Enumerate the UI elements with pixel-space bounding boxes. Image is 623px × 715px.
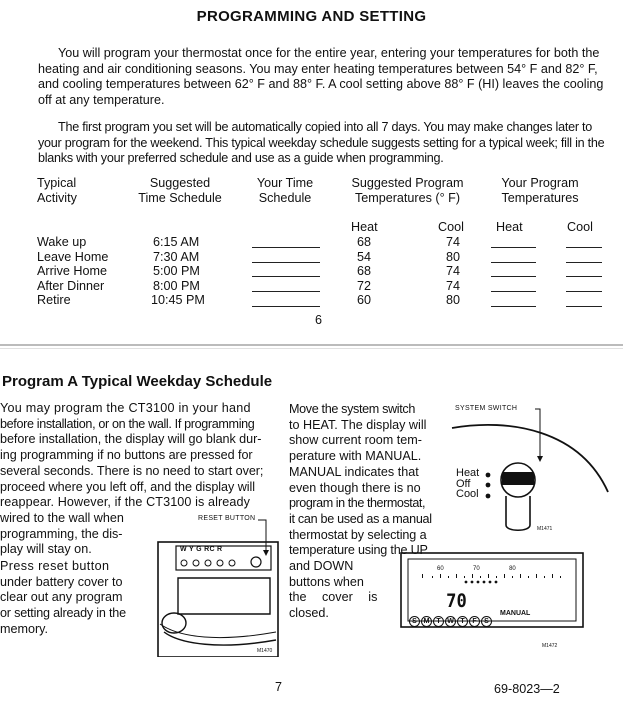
row-cool: 74 <box>446 278 461 293</box>
header-heat: Heat <box>351 220 378 234</box>
header-suggested-program-line2: Temperatures (° F) <box>354 191 461 205</box>
day-buttons <box>409 616 492 627</box>
header-your-time-line1: Your Time <box>256 176 314 190</box>
your-time-blank[interactable] <box>252 266 320 277</box>
row-time: 6:15 AM <box>153 235 200 249</box>
text-line: program in the thermostat, <box>289 496 425 511</box>
scale-label: 70 <box>473 566 480 572</box>
row-activity: Arrive Home <box>37 264 107 279</box>
header-your-heat: Heat <box>496 220 523 234</box>
text-line: Press reset button <box>0 559 110 573</box>
row-heat: 68 <box>357 264 372 279</box>
text-line: ing programming if no buttons are pressed for <box>0 448 253 463</box>
figure-code: M1471 <box>537 526 553 532</box>
text-line: play will stay on. <box>0 542 92 557</box>
your-cool-blank[interactable] <box>566 296 602 307</box>
your-cool-blank[interactable] <box>566 266 602 277</box>
page-number-6: 6 <box>315 313 323 327</box>
row-activity: After Dinner <box>37 278 105 293</box>
day-button[interactable]: M <box>421 616 432 627</box>
day-button[interactable]: T <box>433 616 444 627</box>
header-your-program-line2: Temperatures <box>501 191 579 205</box>
figure-code: M1472 <box>542 643 558 649</box>
row-time: 10:45 PM <box>151 293 205 308</box>
text-line: temperature using the UP <box>289 543 428 558</box>
day-button[interactable]: S <box>481 616 492 627</box>
figure-code: M1470 <box>257 648 273 654</box>
text-line: even though there is no <box>289 480 421 495</box>
row-activity: Leave Home <box>37 249 109 264</box>
switch-options <box>456 468 479 500</box>
page-divider-shadow <box>0 348 623 349</box>
text-line: Move the system switch <box>289 402 415 416</box>
header-activity <box>37 176 77 206</box>
text-line: and DOWN <box>289 559 354 574</box>
page-divider <box>0 344 623 346</box>
row-time: 8:00 PM <box>153 278 200 293</box>
row-heat: 68 <box>357 235 372 249</box>
your-time-blank[interactable] <box>252 237 320 248</box>
display-scale <box>437 566 516 572</box>
header-suggested-time <box>130 176 230 206</box>
system-switch-label: SYSTEM SWITCH <box>455 405 518 412</box>
terminal-labels: W Y G RC R <box>180 546 223 553</box>
day-button[interactable]: S <box>409 616 420 627</box>
your-heat-blank[interactable] <box>491 281 536 292</box>
header-activity-line2: Activity <box>37 191 77 205</box>
display-temperature: 70 <box>446 590 467 612</box>
reset-button-label: RESET BUTTON <box>198 515 256 522</box>
row-time: 7:30 AM <box>153 249 200 264</box>
header-your-cool: Cool <box>567 220 593 234</box>
switch-option-off[interactable]: Off <box>456 477 471 490</box>
header-activity-line1: Typical <box>37 176 77 190</box>
header-your-time-line2: Schedule <box>258 191 312 205</box>
text-line: before installation, the display will go blank dur- <box>0 432 262 447</box>
text-line: proceed where you left off, and the display will <box>0 479 255 494</box>
display-mode: MANUAL <box>500 610 531 617</box>
text-line: several seconds. There is no need to start over; <box>0 463 264 478</box>
day-button[interactable]: F <box>469 616 480 627</box>
header-suggested-time-line1: Suggested <box>149 176 211 190</box>
text-line: memory. <box>0 621 49 636</box>
text-line: wired to the wall when <box>0 510 124 525</box>
row-time: 5:00 PM <box>153 264 200 279</box>
switch-option-heat[interactable]: Heat <box>456 467 480 479</box>
row-cool: 74 <box>446 235 461 249</box>
text-line: perature with MANUAL. <box>289 449 422 464</box>
intro-paragraph: You will program your thermostat once for the entire year, entering your temperatures for both the heating and air conditioning seasons. You may enter heating temperatures between 54° F and 82° F, and cooling temperatures between 62° F and 88° F. A cool setting above 88° F (HI) leaves the cooling off at any temperature. <box>38 46 604 107</box>
text-line: MANUAL indicates that <box>289 464 419 479</box>
your-heat-blank[interactable] <box>491 237 536 248</box>
text-line: programming, the dis- <box>0 526 123 541</box>
your-cool-blank[interactable] <box>566 237 602 248</box>
text-line: show current room tem- <box>289 433 422 448</box>
header-your-program <box>490 176 590 206</box>
your-heat-blank[interactable] <box>491 296 536 307</box>
thermostat-base-drawing <box>150 512 280 657</box>
copy-paragraph: The first program you set will be automatically copied into all 7 days. You may make changes later to your program for the weekend. This typical weekday schedule suggests setting for a typical week; fill in the blanks with your preferred schedule and use as a guide when programming. <box>38 120 605 165</box>
header-your-time <box>245 176 325 206</box>
reset-instructions <box>0 559 160 638</box>
header-suggested-program-line1: Suggested Program <box>351 176 464 190</box>
row-heat: 60 <box>357 293 372 308</box>
text-line: it can be used as a manual <box>289 511 432 526</box>
text-line: thermostat by selecting a <box>289 527 427 542</box>
text-line: buttons when <box>289 574 364 589</box>
header-suggested-time-line2: Time Schedule <box>138 191 222 205</box>
your-heat-blank[interactable] <box>491 252 536 263</box>
row-activity: Wake up <box>37 235 87 249</box>
text-line: to HEAT. The display will <box>289 417 427 432</box>
section-heading: Program A Typical Weekday Schedule <box>2 373 273 390</box>
row-activity: Retire <box>37 293 71 308</box>
row-cool: 80 <box>446 293 461 308</box>
row-cool: 80 <box>446 249 461 264</box>
your-time-blank[interactable] <box>252 281 320 292</box>
text-line: reappear. However, if the CT3100 is already <box>0 495 251 510</box>
page-number-7: 7 <box>275 680 283 694</box>
text-line: the cover is <box>289 590 378 605</box>
your-time-blank[interactable] <box>252 252 320 263</box>
row-cool: 74 <box>446 264 461 279</box>
text-line: clear out any program <box>0 590 123 605</box>
your-time-blank[interactable] <box>252 296 320 307</box>
your-heat-blank[interactable] <box>491 266 536 277</box>
row-heat: 54 <box>357 249 372 264</box>
text-line: under battery cover to <box>0 574 123 589</box>
scale-label: 60 <box>437 566 444 572</box>
page-title: PROGRAMMING AND SETTING <box>196 8 427 25</box>
text-line: You may program the CT3100 in your hand <box>0 401 251 415</box>
scale-label: 80 <box>509 566 516 572</box>
text-line: before installation, or on the wall. If programming <box>0 416 255 431</box>
day-button[interactable]: T <box>457 616 468 627</box>
header-suggested-program <box>340 176 475 206</box>
row-heat: 72 <box>357 278 372 293</box>
text-line: closed. <box>289 606 329 621</box>
text-line: or setting already in the <box>0 606 126 621</box>
your-cool-blank[interactable] <box>566 281 602 292</box>
switch-option-cool[interactable]: Cool <box>456 488 479 500</box>
day-button[interactable]: W <box>445 616 456 627</box>
header-cool: Cool <box>438 220 464 234</box>
document-code: 69-8023—2 <box>494 682 560 696</box>
your-cool-blank[interactable] <box>566 252 602 263</box>
header-your-program-line1: Your Program <box>501 176 579 190</box>
